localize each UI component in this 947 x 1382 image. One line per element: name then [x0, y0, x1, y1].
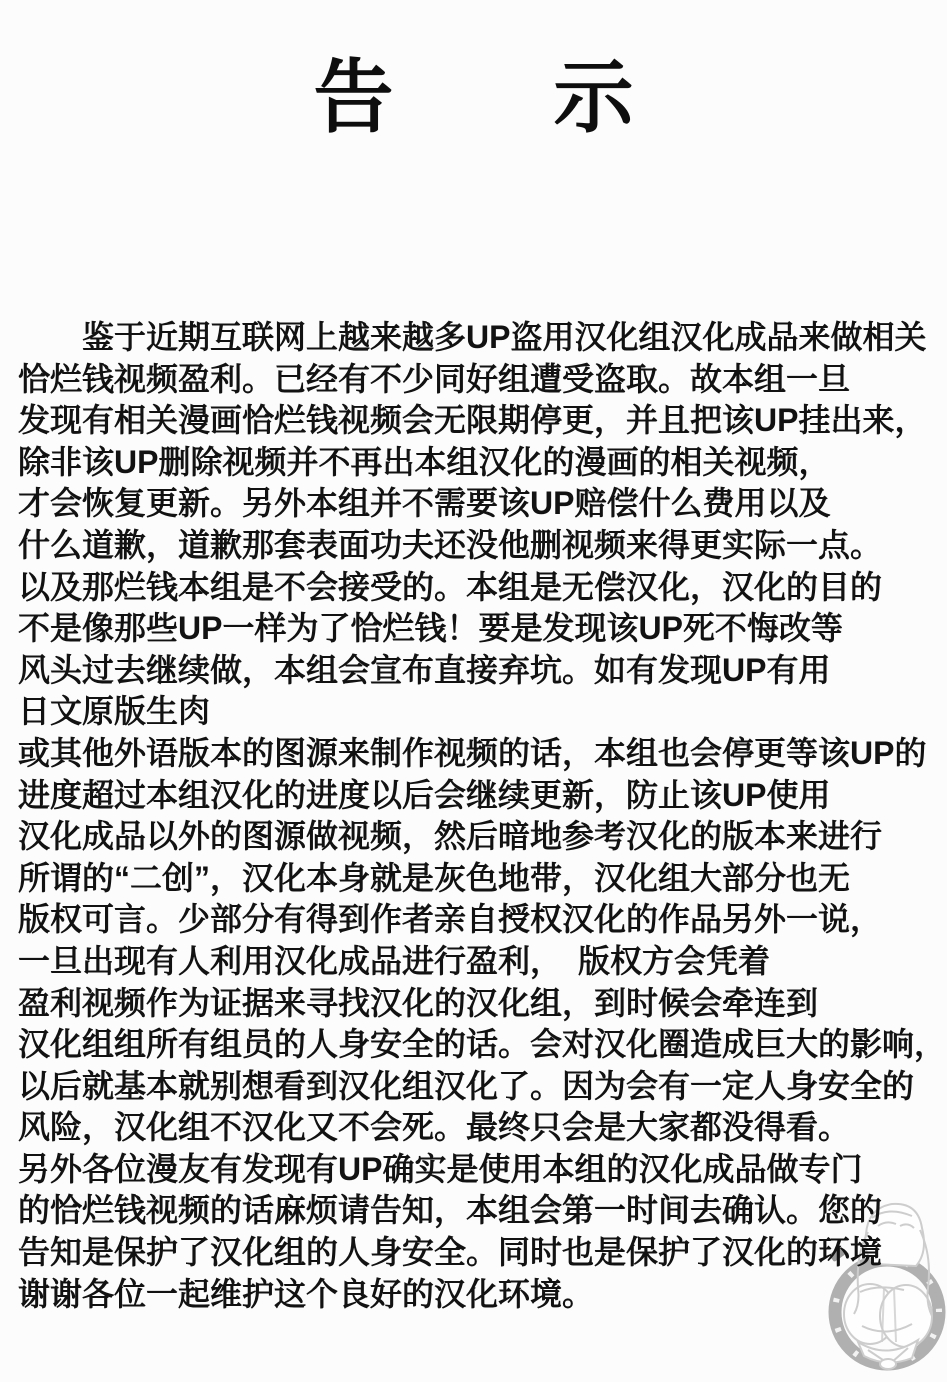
- notice-line: 另外各位漫友有发现有UP确实是使用本组的汉化成品做专门: [18, 1150, 863, 1187]
- notice-line: 不是像那些UP一样为了恰烂钱！要是发现该UP死不悔改等: [18, 610, 843, 647]
- notice-line: 一旦出现有人利用汉化成品进行盈利， 版权方会凭着: [18, 942, 771, 979]
- notice-line: 所谓的“二创”，汉化本身就是灰色地带，汉化组大部分也无: [18, 859, 851, 896]
- notice-line: 以及那烂钱本组是不会接受的。本组是无偿汉化，汉化的目的: [18, 568, 883, 605]
- notice-line: 鉴于近期互联网上越来越多UP盗用汉化组汉化成品来做相关: [18, 319, 927, 355]
- notice-line: 或其他外语版本的图源来制作视频的话，本组也会停更等该UP的: [18, 734, 927, 771]
- notice-line: 风险，汉化组不汉化又不会死。最终只会是大家都没得看。: [18, 1109, 851, 1146]
- page-title: 告 示: [313, 53, 634, 142]
- notice-line: 谢谢各位一起维护这个良好的汉化环境。: [18, 1275, 595, 1312]
- notice-line: 汉化组组所有组员的人身安全的话。会对汉化圈造成巨大的影响，: [18, 1026, 947, 1063]
- notice-line: 版权可言。少部分有得到作者亲自授权汉化的作品另外一说，: [18, 901, 883, 938]
- notice-line: 日文原版生肉: [18, 693, 211, 730]
- notice-line: 以后就基本就别想看到汉化组汉化了。因为会有一定人身安全的: [18, 1067, 915, 1104]
- notice-line: 的恰烂钱视频的话麻烦请告知，本组会第一时间去确认。您的: [18, 1192, 883, 1229]
- notice-line: 告知是保护了汉化组的人身安全。同时也是保护了汉化的环境: [18, 1234, 883, 1271]
- notice-line: 汉化成品以外的图源做视频，然后暗地参考汉化的版本来进行: [18, 818, 883, 855]
- notice-line: 除非该UP删除视频并不再出本组汉化的漫画的相关视频，: [18, 443, 831, 480]
- notice-line: 什么道歉，道歉那套表面功夫还没他删视频来得更实际一点。: [18, 526, 883, 563]
- notice-line: 发现有相关漫画恰烂钱视频会无限期停更，并且把该UP挂出来，: [18, 402, 927, 439]
- notice-body: [18, 317, 947, 1315]
- notice-line: 恰烂钱视频盈利。已经有不少同好组遭受盗取。故本组一旦: [18, 360, 851, 397]
- notice-line: 风头过去继续做，本组会宣布直接弃坑。如有发现UP有用: [18, 651, 831, 688]
- notice-line: 才会恢复更新。另外本组并不需要该UP赔偿什么费用以及: [18, 485, 831, 522]
- notice-line: 进度超过本组汉化的进度以后会继续更新，防止该UP使用: [18, 776, 831, 813]
- notice-line: 盈利视频作为证据来寻找汉化的汉化组，到时候会牵连到: [18, 984, 819, 1021]
